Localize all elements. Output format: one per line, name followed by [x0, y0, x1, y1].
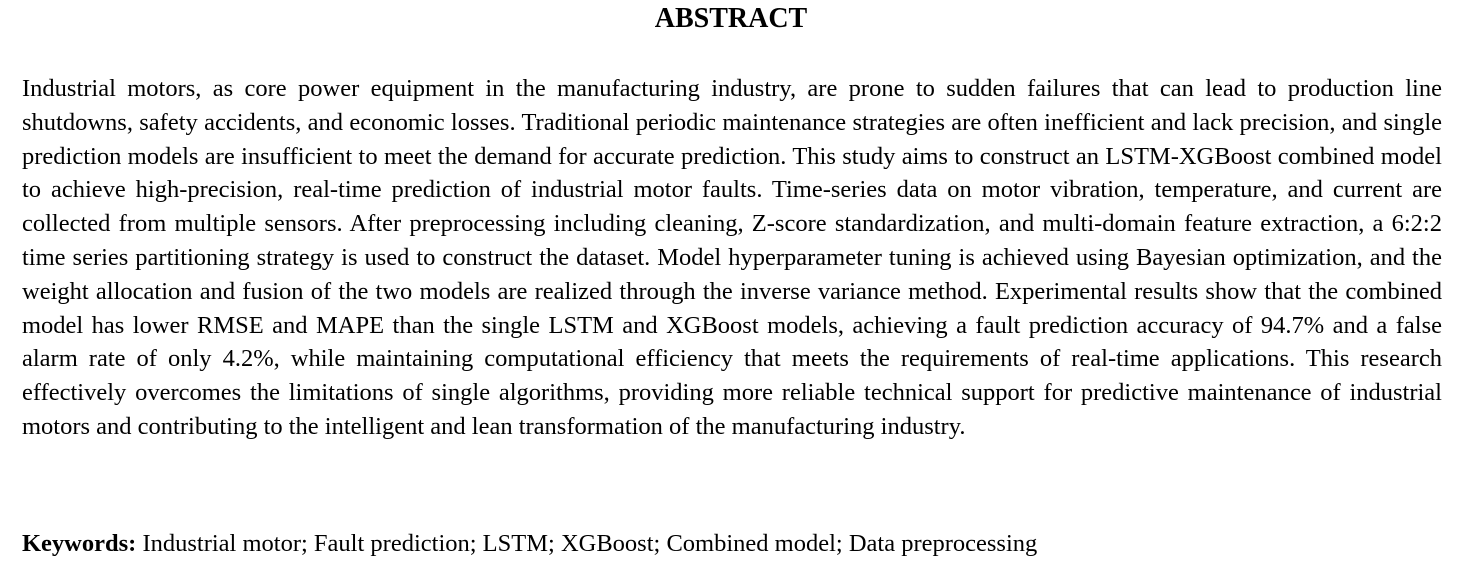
keywords-line	[22, 527, 1442, 561]
abstract-body: Industrial motors, as core power equipment in the manufacturing industry, are prone to sudden failures that can lead to production line shutdowns, safety accidents, and economic losses. Traditional periodic maintenance strategies are often inefficient and lack precision, and single prediction models are insufficient to meet the demand for accurate prediction. This study aims to construct an LSTM-XGBoost combined model to achieve high-precision, real-time prediction of industrial motor faults. Time-series data on motor vibration, temperature, and current are collected from multiple sensors. After preprocessing including cleaning, Z-score standardization, and multi-domain feature extraction, a 6:2:2 time series partitioning strategy is used to construct the dataset. Model hyperparameter tuning is achieved using Bayesian optimization, and the weight allocation and fusion of the two models are realized through the inverse variance method. Experimental results show that the combined model has lower RMSE and MAPE than the single LSTM and XGBoost models, achieving a fault prediction accuracy of 94.7% and a false alarm rate of only 4.2%, while maintaining computational efficiency that meets the requirements of real-time applications. This research effectively overcomes the limitations of single algorithms, providing more reliable technical support for predictive maintenance of industrial motors and contributing to the intelligent and lean transformation of the manufacturing industry.	[22, 75, 1442, 440]
keywords-text: Industrial motor; Fault prediction; LSTM; XGBoost; Combined model; Data preprocessing	[142, 530, 1038, 557]
keywords-label: Keywords:	[22, 530, 137, 557]
abstract-heading: ABSTRACT	[654, 3, 808, 34]
